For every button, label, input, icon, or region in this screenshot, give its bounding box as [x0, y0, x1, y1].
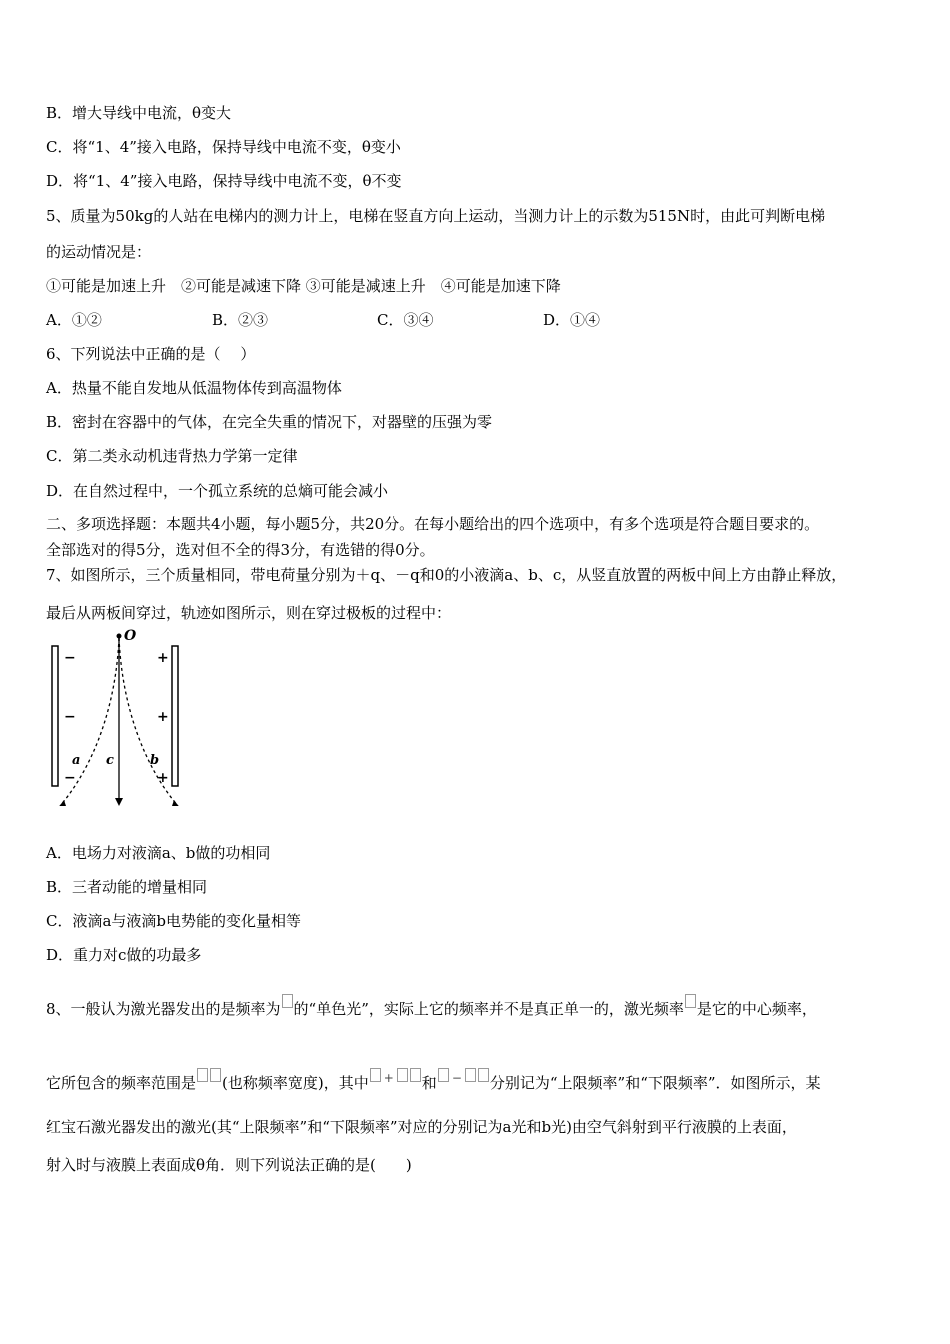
arrow-c — [115, 798, 123, 806]
formula-placeholder-icon — [282, 994, 293, 1008]
q6-option-a: A．热量不能自发地从低温物体传到高温物体 — [46, 379, 342, 397]
formula-placeholder-icon — [197, 1068, 208, 1082]
q4-option-c: C．将“1、4”接入电路，保持导线中电流不变，θ变小 — [46, 138, 401, 156]
q5-stem-line2: 的运动情况是： — [46, 243, 152, 261]
q8-stem-2d: 分别记为“上限频率”和“下限频率”．如图所示，某 — [489, 1074, 821, 1092]
q4-option-b: B．增大导线中电流，θ变大 — [46, 104, 232, 122]
plus-sign: + — [383, 1071, 394, 1085]
formula-placeholder-icon — [370, 1068, 381, 1082]
origin-label: O — [124, 628, 137, 644]
q7-option-a: A．电场力对液滴a、b做的功相同 — [46, 844, 271, 862]
right-plate — [172, 646, 178, 786]
q6-option-b: B．密封在容器中的气体，在完全失重的情况下，对器壁的压强为零 — [46, 413, 493, 431]
trajectory-b — [119, 638, 178, 806]
q7-figure-capacitor-plates — [44, 626, 194, 806]
q8-stem-1c: 是它的中心频率， — [696, 1000, 817, 1018]
q8-stem-line3: 红宝石激光器发出的激光(其“上限频率”和“下限频率”对应的分别记为a光和b光)由空气斜射到平行液膜的上表面， — [46, 1118, 797, 1136]
q5-option-a: A．①② — [46, 311, 102, 329]
left-plate — [52, 646, 58, 786]
left-sign-3: − — [64, 770, 76, 786]
q6-option-c: C．第二类永动机违背热力学第一定律 — [46, 447, 298, 465]
formula-placeholder-icon — [397, 1068, 408, 1082]
q4-option-d: D．将“1、4”接入电路，保持导线中电流不变，θ不变 — [46, 172, 402, 190]
minus-sign: − — [451, 1071, 462, 1085]
section2-heading-line2: 全部选对的得5分，选对但不全的得3分，有选错的得0分。 — [46, 541, 435, 559]
section2-heading-line1: 二、多项选择题：本题共4小题，每小题5分，共20分。在每小题给出的四个选项中，有多个选项是符合题目要求的。 — [46, 515, 820, 533]
q8-stem-2a: 它所包含的频率范围是 — [46, 1074, 197, 1092]
q5-option-b: B．②③ — [212, 311, 269, 329]
q6-stem: 6、下列说法中正确的是（ ） — [46, 345, 256, 363]
q5-stem-line1: 5、质量为50kg的人站在电梯内的测力计上，电梯在竖直方向上运动，当测力计上的示数为515N时，由此可判断电梯 — [46, 207, 826, 225]
q8-stem-1b: 的“单色光”，实际上它的频率并不是真正单一的，激光频率 — [293, 1000, 684, 1018]
q7-stem-line1: 7、如图所示，三个质量相同，带电荷量分别为＋q、－q和0的小液滴a、b、c，从竖直放置的两板中间上方由静止释放， — [46, 566, 847, 584]
label-b: b — [150, 753, 160, 768]
q7-stem-line2: 最后从两板间穿过，轨迹如图所示，则在穿过极板的过程中： — [46, 604, 452, 622]
q8-stem-1a: 8、一般认为激光器发出的是频率为 — [46, 1000, 281, 1018]
q5-cases: ①可能是加速上升 ②可能是减速下降 ③可能是减速上升 ④可能是加速下降 — [46, 277, 561, 295]
q8-stem-2b: (也称频率宽度)，其中 — [222, 1074, 369, 1092]
formula-placeholder-icon — [478, 1068, 489, 1082]
q7-option-b: B．三者动能的增量相同 — [46, 878, 208, 896]
formula-placeholder-icon — [210, 1068, 221, 1082]
formula-placeholder-icon — [438, 1068, 449, 1082]
formula-placeholder-icon — [410, 1068, 421, 1082]
q6-option-d: D．在自然过程中，一个孤立系统的总熵可能会减小 — [46, 482, 389, 500]
formula-placeholder-icon — [465, 1068, 476, 1082]
right-sign-3: + — [157, 770, 169, 786]
q7-option-c: C．液滴a与液滴b电势能的变化量相等 — [46, 912, 302, 930]
q8-stem-line2 — [46, 1068, 821, 1093]
right-sign-1: + — [157, 650, 169, 666]
left-sign-1: − — [64, 650, 76, 666]
label-c: c — [106, 753, 114, 768]
q7-option-d: D．重力对c做的功最多 — [46, 946, 202, 964]
q8-stem-2c: 和 — [421, 1074, 437, 1092]
q5-option-d: D．①④ — [543, 311, 601, 329]
q8-stem-line4: 射入时与液膜上表面成θ角．则下列说法正确的是( ) — [46, 1156, 412, 1174]
q5-option-c: C．③④ — [377, 311, 434, 329]
release-point — [117, 634, 122, 639]
formula-placeholder-icon — [685, 994, 696, 1008]
q8-stem-line1 — [46, 994, 817, 1019]
left-sign-2: − — [64, 709, 76, 725]
label-a: a — [72, 753, 81, 768]
right-sign-2: + — [157, 709, 169, 725]
